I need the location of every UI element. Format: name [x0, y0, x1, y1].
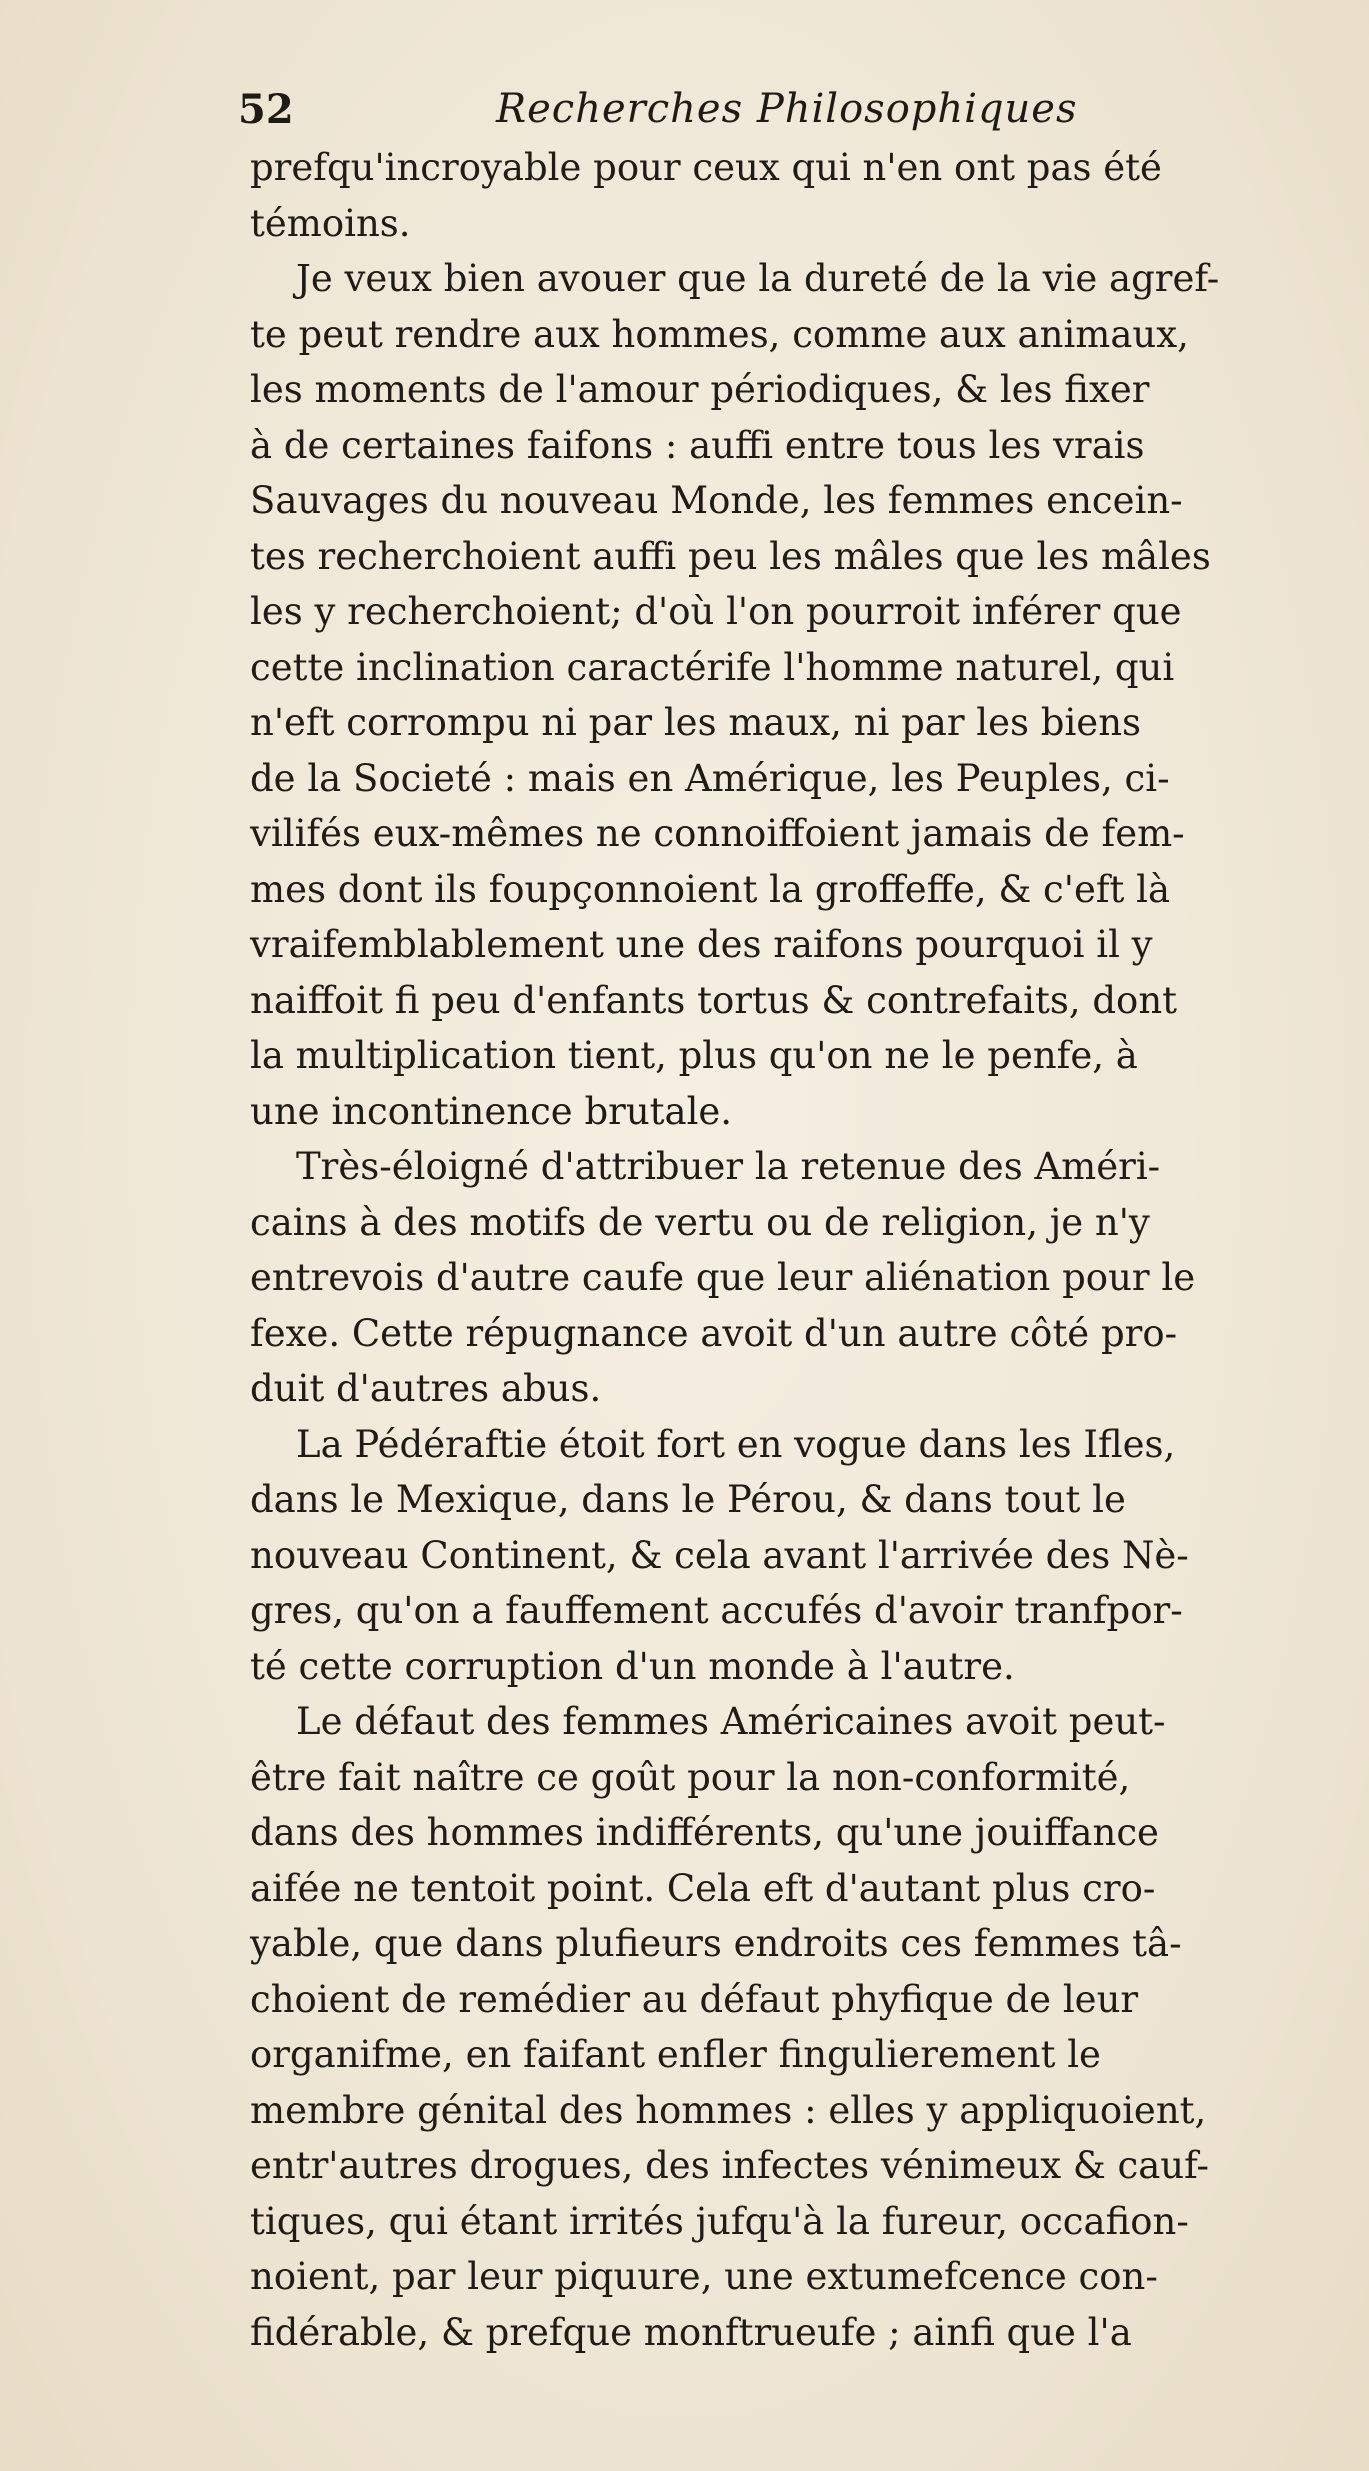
text-line: membre génital des hommes : elles y appliquoient, — [250, 2088, 1207, 2132]
text-line: vraifemblablement une des raifons pourquoi il y — [250, 923, 1153, 966]
paragraph-start-line: Le défaut des femmes Américaines avoit peut- — [296, 1700, 1166, 1743]
text-line: choient de remédier au défaut phyfique de leur — [250, 1977, 1139, 2021]
page-number: 52 — [238, 86, 294, 133]
text-line: gres, qu'on a fauffement accufés d'avoir tranfpor- — [250, 1589, 1183, 1632]
text-line: dans le Mexique, dans le Pérou, & dans tout le — [250, 1478, 1126, 1521]
text-line: naiffoit fi peu d'enfants tortus & contrefaits, dont — [250, 978, 1178, 1022]
text-line: tes recherchoient auffi peu les mâles que les mâles — [250, 534, 1211, 578]
text-line: duit d'autres abus. — [250, 1367, 602, 1410]
text-line: prefqu'incroyable pour ceux qui n'en ont pas été — [250, 146, 1162, 189]
text-line: la multiplication tient, plus qu'on ne le penfe, à — [250, 1034, 1138, 1077]
text-line: te peut rendre aux hommes, comme aux animaux, — [250, 312, 1189, 356]
text-line: à de certaines faifons : auffi entre tous les vrais — [250, 423, 1145, 467]
text-line: organifme, en faifant enfler fingulierement le — [250, 2033, 1101, 2076]
text-line: Sauvages du nouveau Monde, les femmes encein- — [250, 479, 1183, 522]
text-line: noient, par leur piquure, une extumefcence con- — [250, 2255, 1158, 2298]
text-line: cette inclination caractérife l'homme naturel, qui — [250, 645, 1175, 689]
text-line: fidérable, & prefque monftrueufe ; ainfi que l'a — [250, 2310, 1132, 2354]
paragraph-start-line: Je veux bien avouer que la dureté de la vie agref- — [296, 257, 1220, 300]
text-line: tiques, qui étant irrités jufqu'à la fureur, occafion- — [250, 2199, 1189, 2243]
text-line: témoins. — [250, 201, 411, 245]
text-line: n'eft corrompu ni par les maux, ni par les biens — [250, 701, 1142, 744]
text-line: entrevois d'autre caufe que leur aliénation pour le — [250, 1256, 1196, 1299]
text-line: fexe. Cette répugnance avoit d'un autre côté pro- — [250, 1311, 1178, 1355]
text-line: nouveau Continent, & cela avant l'arrivée des Nè- — [250, 1533, 1189, 1577]
paragraph-start-line: La Pédéraftie étoit fort en vogue dans les Ifles, — [296, 1422, 1176, 1466]
text-line: dans des hommes indifférents, qu'une jouiffance — [250, 1811, 1159, 1854]
paragraph-start-line: Très-éloigné d'attribuer la retenue des Améri- — [296, 1145, 1161, 1188]
text-line: té cette corruption d'un monde à l'autre. — [250, 1644, 1015, 1688]
body-text — [250, 140, 1360, 2360]
text-line: les moments de l'amour périodiques, & les fixer — [250, 368, 1150, 411]
running-title: Recherches Philosophiques — [496, 86, 1078, 132]
running-head — [238, 86, 1338, 146]
text-line: vilifés eux-mêmes ne connoiffoient jamais de fem- — [250, 812, 1185, 855]
text-line: être fait naître ce goût pour la non-conformité, — [250, 1755, 1131, 1799]
text-line: aifée ne tentoit point. Cela eft d'autant plus cro- — [250, 1866, 1156, 1910]
text-line: cains à des motifs de vertu ou de religion, je n'y — [250, 1200, 1150, 1244]
text-line: une incontinence brutale. — [250, 1089, 733, 1133]
text-line: mes dont ils foupçonnoient la groffeffe, & c'eft là — [250, 867, 1171, 911]
text-line: de la Societé : mais en Amérique, les Peuples, ci- — [250, 756, 1170, 800]
text-line: yable, que dans plufieurs endroits ces femmes tâ- — [250, 1922, 1182, 1965]
text-line: les y recherchoient; d'où l'on pourroit inférer que — [250, 590, 1182, 633]
text-line: entr'autres drogues, des infectes vénimeux & cauf- — [250, 2144, 1210, 2187]
